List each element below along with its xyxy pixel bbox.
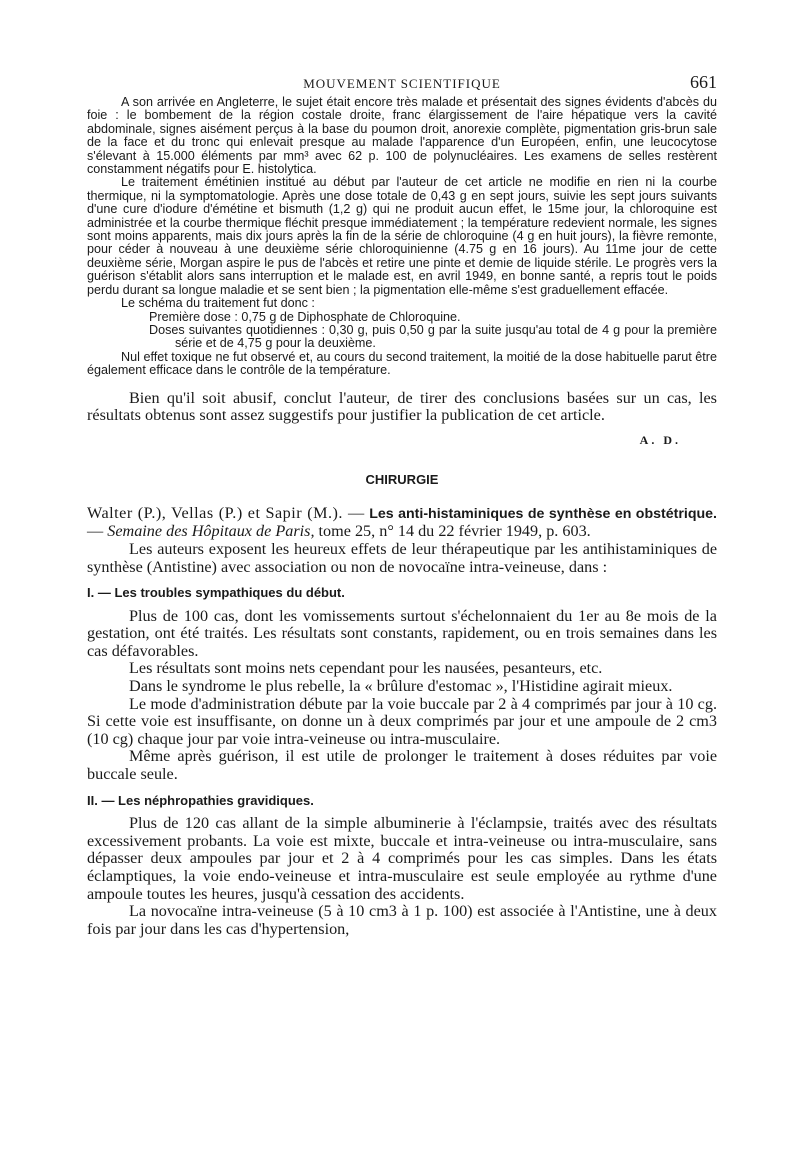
bibliographic-reference	[87, 505, 717, 541]
case-report-block	[87, 96, 717, 378]
paragraph: Le mode d'administration débute par la voie buccale par 2 à 4 comprimés par jour à 10 cg. Si cette voie est insuffisante, on donne un à deux comprimés par jour et une ampoule de 2 cm3 (10 cg) chaque jour par voie intra-veineuse ou intra-musculaire.	[87, 694, 717, 748]
running-title: MOUVEMENT SCIENTIFIQUE	[303, 76, 501, 91]
journal-page	[87, 70, 717, 938]
conclusion-block	[87, 390, 717, 425]
ref-details: tome 25, n° 14 du 22 février 1949, p. 603.	[314, 522, 591, 541]
ref-authors: Walter (P.), Vellas (P.) et Sapir (M.). —	[87, 503, 365, 522]
dose-line: Doses suivantes quotidiennes : 0,30 g, puis 0,50 g par la suite jusqu'au total de 4 g pour la première série et de 4,75 g pour la deuxième.	[149, 322, 717, 351]
paragraph: A son arrivée en Angleterre, le sujet était encore très malade et présentait des signes évidents d'abcès du foie : le bombement de la région costale droite, franc élargissement de l'aire hépatique vers la cavité abdominale, signes aisément perçus à la base du poumon droit, anorexie complète, pigmentation gris-brun sale de la face et du tronc qui enlevait presque au malade l'apparence d'un Européen, enfin, une leucocytose s'élevant à 15.000 éléments par mm³ avec 62 p. 100 de polynucléaires. Les examens de selles restèrent constamment négatifs pour E. histolytica.	[87, 95, 717, 177]
surgery-section	[87, 505, 717, 939]
page-number: 661	[690, 72, 717, 92]
paragraph: Les auteurs exposent les heureux effets de leur thérapeutique par les antihistaminiques de synthèse (Antistine) avec association ou non de novocaïne intra-veineuse, dans :	[87, 539, 717, 576]
paragraph: Nul effet toxique ne fut observé et, au cours du second traitement, la moitié de la dose habituelle parut être également efficace dans le contrôle de la température.	[87, 349, 717, 378]
dose-line: Première dose : 0,75 g de Diphosphate de Chloroquine.	[149, 309, 461, 324]
paragraph: La novocaïne intra-veineuse (5 à 10 cm3 à 1 p. 100) est associée à l'Antistine, une à deux fois par jour dans les cas d'hypertension,	[87, 902, 717, 938]
page-header	[87, 70, 717, 96]
ref-title: Les anti-histaminiques de synthèse en obstétrique.	[369, 505, 717, 522]
author-initials: A. D.	[639, 432, 681, 447]
ref-dash: —	[87, 522, 108, 541]
paragraph: Le traitement émétinien institué au début par l'auteur de cet article ne modifie en rien ni la courbe thermique, ni la symptomatologie. Après une dose totale de 0,43 g en sept jours, suivie les sept jours suivants d'une cure d'iodure d'émétine et bismuth (1,2 g) qui ne produit aucun effet, le 15me jour, la chloroquine est administrée et la courbe thermique fléchit presque immédiatement ; la température redevient normale, les signes sont moins apparents, mais dix jours après la fin de la série de chloroquine (4 g en huit jours), la fièvre remonte, pour céder à nouveau à une deuxième série chloroquinienne (4.75 g en 16 jours). Au 11me jour de cette deuxième série, Morgan aspire le pus de l'abcès et retire une pinte et demie de liquide stérile. Le progrès vers la guérison s'établit alors sans interruption et le malade est, en avril 1949, en bonne santé, a repris tout le poids perdu durant sa longue maladie et se sent bien ; la pigmentation elle-même s'est graduellement effacée.	[87, 175, 717, 297]
section-title: CHIRURGIE	[365, 471, 439, 487]
paragraph: Les résultats sont moins nets cependant pour les nausées, pesanteurs, etc.	[129, 659, 603, 678]
subheading: II. — Les néphropathies gravidiques.	[87, 792, 314, 808]
conclusion-paragraph: Bien qu'il soit abusif, conclut l'auteur, de tirer des conclusions basées sur un cas, les résultats obtenus sont assez suggestifs pour justifier la publication de cet article.	[87, 388, 717, 425]
paragraph: Même après guérison, il est utile de prolonger le traitement à doses réduites par voie buccale seule.	[87, 747, 717, 784]
subheading: I. — Les troubles sympathiques du début.	[87, 585, 345, 601]
paragraph: Le schéma du traitement fut donc :	[121, 296, 315, 311]
ref-journal: Semaine des Hôpitaux de Paris,	[107, 522, 315, 541]
paragraph: Plus de 120 cas allant de la simple albuminerie à l'éclampsie, traités avec des résultats excessivement probants. La voie est mixte, buccale et intra-veineuse ou intra-musculaire, sans dépasser deux ampoules par jour et 2 à 4 comprimés pour les cas simples. Dans les états éclamptiques, la voie endo-veineuse et intra-musculaire est seule employée au rythme d'une ampoule toutes les heures, jusqu'à cessation des accidents.	[87, 814, 717, 903]
paragraph: Plus de 100 cas, dont les vomissements surtout s'échelonnaient du 1er au 8e mois de la gestation, ont été traités. Les résultats sont constants, rapidement, ou en trois semaines dans les cas défavorables.	[87, 606, 717, 660]
paragraph: Dans le syndrome le plus rebelle, la « brûlure d'estomac », l'Histidine agirait mieux.	[129, 677, 673, 696]
